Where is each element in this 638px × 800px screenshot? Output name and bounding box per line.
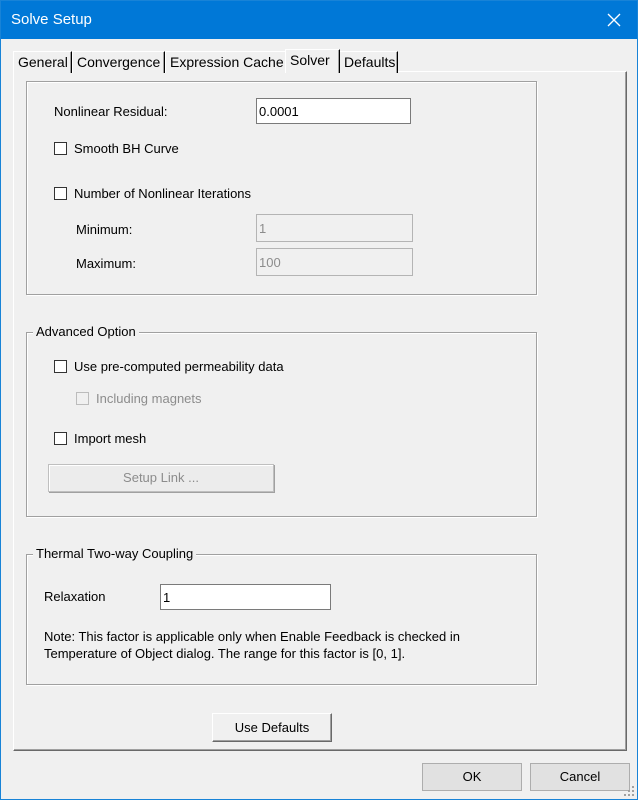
including-magnets-checkbox[interactable] <box>76 391 202 406</box>
checkbox-box <box>54 360 67 373</box>
tab-defaults[interactable]: Defaults <box>339 51 398 73</box>
ok-button[interactable]: OK <box>422 763 522 791</box>
precomputed-permeability-checkbox[interactable] <box>54 359 284 374</box>
checkbox-box <box>76 392 89 405</box>
relaxation-label: Relaxation <box>44 589 106 604</box>
nonlinear-residual-input[interactable] <box>256 98 411 124</box>
import-mesh-checkbox[interactable] <box>54 431 146 446</box>
nonlinear-residual-label: Nonlinear Residual: <box>54 104 168 119</box>
number-of-iterations-label: Number of Nonlinear Iterations <box>74 186 252 201</box>
relaxation-input[interactable] <box>160 584 331 610</box>
note-line-1: Note: This factor is applicable only when Enable Feedback is checked in <box>44 629 460 644</box>
note-line-2: Temperature of Object dialog. The range for this factor is [0, 1]. <box>44 646 406 661</box>
including-magnets-label: Including magnets <box>96 391 202 406</box>
use-defaults-button[interactable]: Use Defaults <box>212 713 332 742</box>
tab-expression-cache[interactable]: Expression Cache <box>165 51 287 73</box>
checkbox-box <box>54 432 67 445</box>
window-title: Solve Setup <box>11 11 92 28</box>
number-of-iterations-checkbox[interactable] <box>54 186 251 201</box>
thermal-coupling-title: Thermal Two-way Coupling <box>33 546 196 561</box>
minimum-input[interactable] <box>256 214 413 242</box>
thermal-coupling-group <box>26 546 537 685</box>
precomputed-permeability-label: Use pre-computed permeability data <box>74 359 284 374</box>
minimum-label: Minimum: <box>76 222 133 237</box>
close-button[interactable] <box>591 1 637 39</box>
title-bar <box>1 1 637 39</box>
setup-link-button[interactable]: Setup Link ... <box>48 464 274 492</box>
smooth-bh-curve-label: Smooth BH Curve <box>74 141 179 156</box>
maximum-input[interactable] <box>256 248 413 276</box>
checkbox-box <box>54 187 67 200</box>
cancel-button[interactable]: Cancel <box>530 763 630 791</box>
import-mesh-label: Import mesh <box>74 431 147 446</box>
smooth-bh-curve-checkbox[interactable] <box>54 141 179 156</box>
advanced-option-group <box>26 324 537 517</box>
resize-grip-icon[interactable] <box>623 785 635 797</box>
close-icon <box>607 13 621 27</box>
tab-convergence[interactable]: Convergence <box>72 51 165 73</box>
maximum-label: Maximum: <box>76 256 136 271</box>
solver-group <box>26 81 537 295</box>
tab-general[interactable]: General <box>13 51 72 73</box>
tab-solver[interactable]: Solver <box>285 49 340 73</box>
advanced-option-title: Advanced Option <box>33 324 139 339</box>
checkbox-box <box>54 142 67 155</box>
